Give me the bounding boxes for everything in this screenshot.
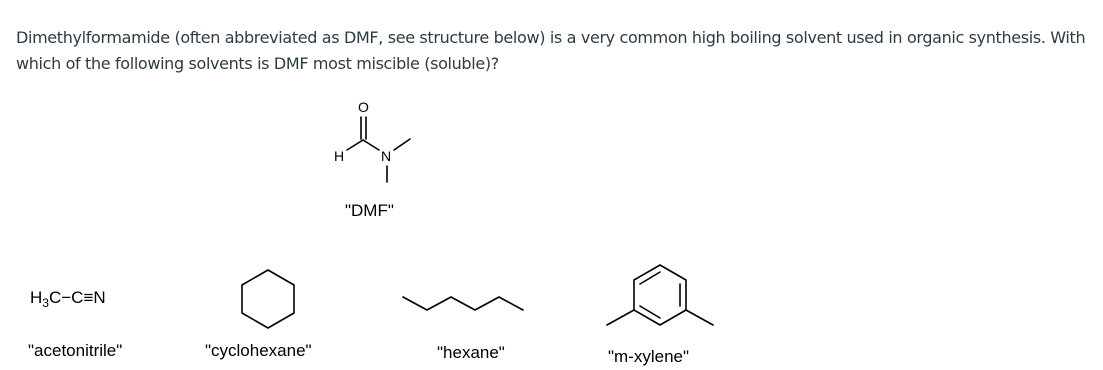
question-text: Dimethylformamide (often abbreviated as DMF, see structure below) is a very common high boiling solvent used in organic synthesis. With which of the following solvents is DMF most miscible (soluble)?: [16, 28, 1086, 73]
dmf-n-methyl-bond: [394, 139, 410, 150]
m-xylene-label: "m-xylene": [608, 347, 690, 366]
cyclohexane-label: "cyclohexane": [205, 341, 312, 360]
m-xylene-ring: [634, 265, 686, 325]
dmf-h-c-bond: [347, 140, 363, 150]
dmf-atom-h: H: [334, 148, 345, 164]
hexane-option: [403, 297, 523, 362]
dmf-structure: [334, 99, 410, 220]
m-xylene-double-bond-1: [640, 272, 660, 284]
cyclohexane-ring: [242, 270, 294, 328]
acetonitrile-option: [28, 288, 122, 360]
acetonitrile-formula: $H_3C-C\equiv N$: [30, 288, 106, 310]
hexane-chain: [403, 297, 523, 310]
dmf-label: "DMF": [345, 201, 394, 220]
cyclohexane-option: [205, 270, 312, 360]
m-xylene-double-bond-3: [640, 306, 660, 318]
m-xylene-methyl-1: [607, 310, 634, 325]
m-xylene-option: [607, 265, 713, 366]
m-xylene-methyl-2: [686, 310, 713, 325]
dmf-atom-n: N: [381, 148, 392, 164]
dmf-atom-o: O: [358, 99, 369, 115]
acetonitrile-label: "acetonitrile": [28, 341, 123, 360]
dmf-c-n-bond: [363, 140, 379, 150]
hexane-label: "hexane": [437, 343, 505, 362]
